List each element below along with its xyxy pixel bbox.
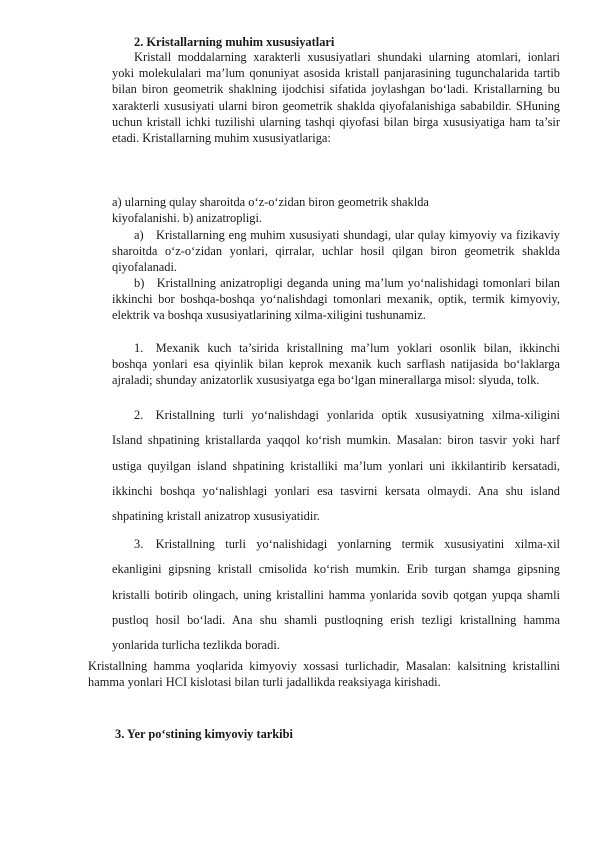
- item-a-paragraph: a) Kristallarning eng muhim xususiyati shundagi, ular qulay kimyoviy va fizikaviy sharoitda o‘z-o‘zidan yonlari, qirralar, uchlar hosil qilgan biron geometrik shaklda qiyofalanadi.: [112, 228, 560, 275]
- properties-list-line-1: a) ularning qulay sharoitda o‘z-o‘zidan biron geometrik shaklda: [112, 195, 429, 209]
- item-b-paragraph: b) Kristallning anizatropligi deganda uning ma’lum yo‘nalishidagi tomonlari bilan ikkinchi bor boshqa-boshqa yo‘nalishdagi tomonlari mexanik, optik, termik kimyoviy, elektrik va boshqa xususiyatlarining xilma-xiligini tushunamiz.: [112, 276, 560, 323]
- properties-list-line-2: kiyofalanishi. b) anizatropligi.: [112, 211, 263, 225]
- section-3-heading: 3. Yer po‘stining kimyoviy tarkibi: [115, 727, 293, 741]
- intro-paragraph: Kristall moddalarning xarakterli xususiyatlari shundaki ularning atomlari, ionlari yoki molekulalari ma’lum qonuniyat asosida kristall panjarasining tugunchalarida tartib bilan biron geometrik shaklning ijodchisi sifatida joylashgan bo‘ladi. Kristallarning bu xarakterli xususiyati ularni biron geometrik shaklda qiyofalanishiga sababildir. SHuning uchun kristall ichki tuzilishi ularning tashqi qiyofasi bilan birga xususiyatiga ham ta’sir etadi. Kristallarning muhim xususiyatlariga:: [112, 50, 560, 146]
- item-2-paragraph: 2. Kristallning turli yo‘nalishdagi yonlarida optik xususiyatning xilma-xiligini Island shpatining kristallarda yaqqol ko‘rish mumkin. Masalan: biron tasvir yoki harf ustiga quyilgan island shpatining kristalliki ma’lum yonlari uni ikkilantirib kersatadi, ikkinchi boshqa yo‘nalishlagi yonlari esa tasvirni kersata olmaydi. Ana shu island shpatining kristall anizatrop xususiyatidir.: [112, 408, 560, 524]
- item-3-paragraph: 3. Kristallning turli yo‘nalishidagi yonlarning termik xususiyatini xilma-xil ekanligini gipsning kristall cmisolida ko‘rish mumkin. Erib turgan shamga gipsning kristalli botirib olingach, uning kristallini hamma yonlarida sovib qotgan yupqa shamli pustloq hosil bo‘ladi. Ana shu shamli pustloqning erish tezligi kristallning hamma yonlarida turlicha tezlikda boradi.: [112, 537, 560, 653]
- section-2-heading: 2. Kristallarning muhim xususiyatlari: [134, 35, 335, 49]
- chemical-property-paragraph: Kristallning hamma yoqlarida kimyoviy xossasi turlichadir, Masalan: kalsitning kristallini hamma yonlari HCI kislotasi bilan turli jadallikda reaksiyaga kirishadi.: [88, 659, 560, 690]
- item-1-paragraph: 1. Mexanik kuch ta’sirida kristallning ma’lum yoklari osonlik bilan, ikkinchi boshqa yonlari esa qiyinlik bilan keprok mexanik kuch sarflash natijasida bo‘laklarga ajraladi; shunday anizatorlik xususiyatga ega bo‘lgan minerallarga misol: slyuda, tolk.: [112, 341, 560, 388]
